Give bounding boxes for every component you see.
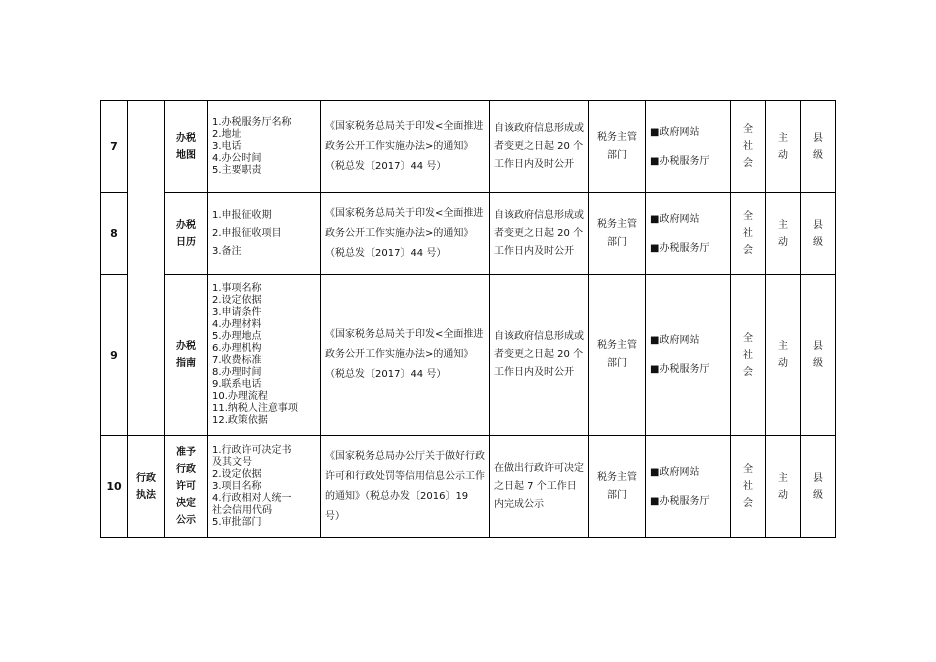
channel-item: ■办税服务厅 <box>650 155 710 167</box>
table-row <box>101 436 836 538</box>
disclosure-level: 县 级 <box>801 436 836 538</box>
row-number: 10 <box>101 436 128 538</box>
item-name: 办税 地图 <box>165 101 208 193</box>
basis-text: 《国家税务总局关于印发<全面推进政务公开工作实施办法>的通知》（税总发〔2017〕44 号） <box>321 193 490 275</box>
public-object: 全 社 会 <box>731 193 766 275</box>
basis-text: 《国家税务总局关于印发<全面推进政务公开工作实施办法>的通知》（税总发〔2017〕44 号） <box>321 275 490 436</box>
disclosure-level: 县 级 <box>801 101 836 193</box>
channel-item: ■办税服务厅 <box>650 495 710 507</box>
channel-item: ■政府网站 <box>650 335 700 346</box>
channels <box>646 101 731 193</box>
disclosure-method: 主 动 <box>766 436 801 538</box>
table-row <box>101 101 836 193</box>
time-limit: 自该政府信息形成或者变更之日起 20 个工作日内及时公开 <box>490 193 589 275</box>
channel-item: ■政府网站 <box>650 213 700 225</box>
row-number: 8 <box>101 193 128 275</box>
time-limit: 自该政府信息形成或者变更之日起 20 个工作日内及时公开 <box>490 275 589 436</box>
public-object: 全 社 会 <box>731 101 766 193</box>
channel-item: ■办税服务厅 <box>650 242 710 254</box>
disclosure-level: 县 级 <box>801 193 836 275</box>
public-object: 全 社 会 <box>731 436 766 538</box>
channels <box>646 275 731 436</box>
disclosure-method: 主 动 <box>766 101 801 193</box>
category-cell <box>128 101 165 436</box>
content-list: 1.申报征收期 2.申报征收项目 3.备注 <box>208 193 321 275</box>
basis-text: 《国家税务总局关于印发<全面推进政务公开工作实施办法>的通知》（税总发〔2017〕44 号） <box>321 101 490 193</box>
public-object: 全 社 会 <box>731 275 766 436</box>
table-row <box>101 275 836 436</box>
table-row <box>101 193 836 275</box>
channel-item: ■政府网站 <box>650 126 700 138</box>
category-cell: 行政 执法 <box>128 436 165 538</box>
subject-dept: 税务主管部门 <box>589 436 646 538</box>
disclosure-method: 主 动 <box>766 193 801 275</box>
basis-text: 《国家税务总局办公厅关于做好行政许可和行政处罚等信用信息公示工作的通知》（税总办发〔2016〕19 号） <box>321 436 490 538</box>
disclosure-table <box>100 100 836 538</box>
time-limit: 自该政府信息形成或者变更之日起 20 个工作日内及时公开 <box>490 101 589 193</box>
channels <box>646 193 731 275</box>
channel-item: ■办税服务厅 <box>650 364 710 375</box>
subject-dept: 税务主管部门 <box>589 275 646 436</box>
channel-item: ■政府网站 <box>650 466 700 478</box>
item-name: 办税 日历 <box>165 193 208 275</box>
time-limit: 在做出行政许可决定之日起 7 个工作日内完成公示 <box>490 436 589 538</box>
content-list: 1.事项名称 2.设定依据 3.申请条件 4.办理材料 5.办理地点 6.办理机构 7.收费标准 8.办理时间 9.联系电话 10.办理流程 11.纳税人注意事项 12.政策依据 <box>208 275 321 436</box>
subject-dept: 税务主管部门 <box>589 101 646 193</box>
disclosure-level: 县 级 <box>801 275 836 436</box>
subject-dept: 税务主管部门 <box>589 193 646 275</box>
item-name: 办税 指南 <box>165 275 208 436</box>
row-number: 9 <box>101 275 128 436</box>
disclosure-method: 主 动 <box>766 275 801 436</box>
channels <box>646 436 731 538</box>
content-list: 1.办税服务厅名称 2.地址 3.电话 4.办公时间 5.主要职责 <box>208 101 321 193</box>
content-list: 1.行政许可决定书 及其文号 2.设定依据 3.项目名称 4.行政相对人统一 社会信用代码 5.审批部门 <box>208 436 321 538</box>
item-name: 准予 行政 许可 决定 公示 <box>165 436 208 538</box>
row-number: 7 <box>101 101 128 193</box>
